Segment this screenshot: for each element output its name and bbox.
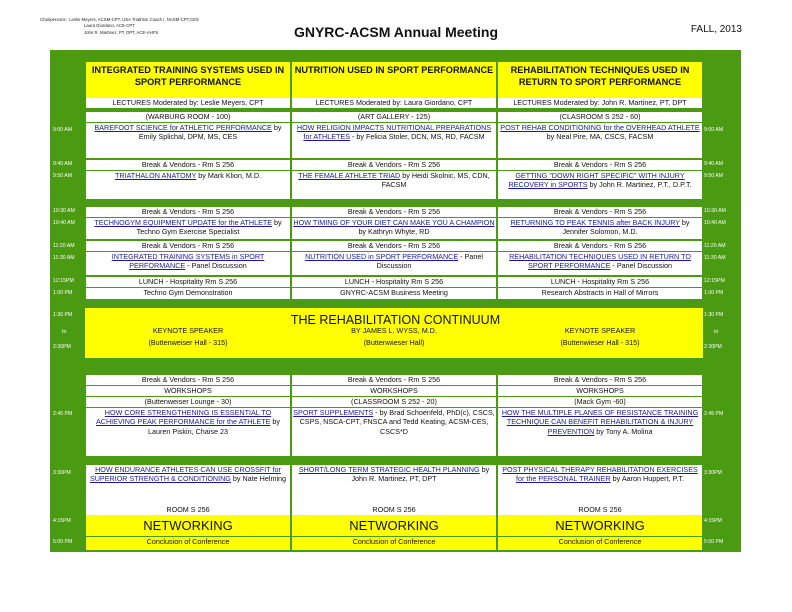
time-label: 9:40 AM <box>704 161 724 167</box>
time-label: 11:20 AM <box>704 243 726 249</box>
chair-2: Laura Giordano, ACE-CPT <box>84 23 135 29</box>
session-title-link[interactable]: POST REHAB CONDITIONING for the OVERHEAD ATHLETE <box>500 123 700 132</box>
session-presenter: - by Felicia Stoler, DCN, MS, RD, FACSM <box>350 132 485 142</box>
session-w2 <box>292 465 496 505</box>
session-title-link[interactable]: RETURNING TO PEAK TENNIS after BACK INJURY <box>510 218 680 227</box>
time-label: 1:30 PM <box>704 312 724 318</box>
cell-break2: Break & Vendors - Rm S 256 <box>498 207 702 217</box>
session-presenter: by Aaron Huppert, P.T. <box>610 474 685 484</box>
cell-break3: Break & Vendors - Rm S 256 <box>498 241 702 251</box>
time-label: 3:30PM <box>53 470 71 476</box>
cell-moderator: LECTURES Moderated by: Laura Giordano, CPT <box>292 98 496 108</box>
time-label: 11:20 AM <box>53 243 75 249</box>
session-w2 <box>498 465 702 505</box>
cell-room-final: ROOM S 256 <box>86 505 290 515</box>
session-title-link[interactable]: HOW RELIGION IMPACTS NUTRITIONAL PREPARATIONS for ATHLETES <box>296 123 492 142</box>
session-title-link[interactable]: INTEGRATED TRAINING SYSTEMS in SPORT PERFORMANCE <box>111 252 265 271</box>
cell-ws-room: (Mack Gym -60) <box>498 397 702 407</box>
session-s2 <box>498 171 702 199</box>
schedule-grid <box>50 50 741 552</box>
cell-break2: Break & Vendors - Rm S 256 <box>86 207 290 217</box>
cell-lunch: LUNCH - Hospitality Rm S 256 <box>292 277 496 287</box>
session-presenter: by Emily Splichal, DPM, MS, CES <box>138 123 282 142</box>
cell-s5: Techno Gym Demonstration <box>86 288 290 299</box>
session-title-link[interactable]: TRIATHALON ANATOMY <box>114 171 197 180</box>
cell-s5: Research Abstracts in Hall of Mirrors <box>498 288 702 299</box>
time-label: 12:15PM <box>53 278 74 284</box>
cell-break1: Break & Vendors - Rm S 256 <box>292 160 496 170</box>
time-label: 2:30PM <box>704 344 722 350</box>
time-label: 9:00 AM <box>53 127 73 133</box>
session-title-link[interactable]: HOW CORE STRENGTHENING IS ESSENTIAL TO ACHIEVING PEAK PERFORMANCE for the ATHLETE <box>96 408 272 427</box>
session-presenter: by John R. Martinez, PT, DPT <box>351 465 490 484</box>
time-label: 1:30 PM <box>53 312 73 318</box>
time-label: 10:30 AM <box>704 208 726 214</box>
season-label: FALL, 2013 <box>690 24 742 35</box>
keynote-info <box>86 325 290 351</box>
session-s1 <box>498 123 702 158</box>
cell-lunch: LUNCH - Hospitality Rm S 256 <box>498 277 702 287</box>
session-presenter: - Panel Discussion <box>185 261 247 271</box>
cell-s5: GNYRC-ACSM Business Meeting <box>292 288 496 299</box>
session-w1 <box>86 408 290 456</box>
session-title-link[interactable]: POST PHYSICAL THERAPY REHABILITATION EXERCISES for the PERSONAL TRAINER <box>502 465 698 484</box>
session-presenter: - by Brad Schoenfeld, PhD(c), CSCS, CSPS, NSCA-CPT, FNSCA and Tedd Keating, ACSM-CES, CSCS*D <box>299 408 495 436</box>
cell-room: (ART GALLERY - 125) <box>292 112 496 122</box>
cell-workshops: WORKSHOPS <box>86 386 290 396</box>
session-title-link[interactable]: NUTRITION USED in SPORT PERFORMANCE <box>305 252 459 261</box>
session-presenter: by Kathryn Whyte, RD <box>358 227 430 237</box>
cell-break4: Break & Vendors - Rm S 256 <box>498 375 702 385</box>
time-label: 9:50 AM <box>53 173 73 179</box>
time-label: 5:00 PM <box>53 539 73 545</box>
time-label: 2:45 PM <box>53 411 73 417</box>
session-presenter: by Mark Klion, M.D. <box>196 171 262 180</box>
cell-lunch: LUNCH - Hospitality Rm S 256 <box>86 277 290 287</box>
chair-3: John R. Martinez, PT, DPT, ACE-AHFS <box>84 29 159 35</box>
time-label: 5:00 PM <box>704 539 724 545</box>
cell-heading: NUTRITION USED IN SPORT PERFORMANCE <box>292 62 496 98</box>
session-title-link[interactable]: TECHNOGYM EQUIPMENT UPDATE for the ATHLETE <box>94 218 273 227</box>
keynote-info <box>498 325 702 351</box>
time-label: 9:00 AM <box>704 127 724 133</box>
cell-moderator: LECTURES Moderated by: John R. Martinez, PT, DPT <box>498 98 702 108</box>
time-label: 2:45 PM <box>704 411 724 417</box>
session-s2 <box>86 171 290 199</box>
keynote-info <box>292 325 496 351</box>
keynote-room: (Buttenweiser Hall - 315) <box>148 338 228 347</box>
session-presenter: by Nate Helming <box>230 474 287 484</box>
time-label: 4:15PM <box>53 518 71 524</box>
cell-break3: Break & Vendors - Rm S 256 <box>292 241 496 251</box>
session-s4 <box>498 252 702 275</box>
time-label: to <box>714 329 719 335</box>
session-title-link[interactable]: SPORT SUPPLEMENTS <box>293 408 374 417</box>
cell-break4: Break & Vendors - Rm S 256 <box>292 375 496 385</box>
session-title-link[interactable]: REHABILITATION TECHNIQUES USED IN RETURN TO SPORT PERFORMANCE <box>509 252 691 271</box>
session-presenter: - Panel Discussion <box>376 252 483 271</box>
chairpersons-label: Chairpersons: <box>40 17 67 22</box>
keynote-speaker-label: BY JAMES L. WYSS, M.D. <box>351 326 437 335</box>
session-w1 <box>292 408 496 456</box>
keynote-speaker-label: KEYNOTE SPEAKER <box>564 326 636 335</box>
session-s2 <box>292 171 496 199</box>
cell-conclusion: Conclusion of Conference <box>86 537 290 550</box>
time-label: 1:00 PM <box>704 290 724 296</box>
cell-conclusion: Conclusion of Conference <box>292 537 496 550</box>
session-presenter: by Jennifer Solomon, M.D. <box>562 218 690 237</box>
cell-room-final: ROOM S 256 <box>498 505 702 515</box>
cell-room: (CLASROOM S 252 - 60) <box>498 112 702 122</box>
time-label: 11:30 AM <box>53 255 75 261</box>
cell-conclusion: Conclusion of Conference <box>498 537 702 550</box>
session-presenter: - Panel Discussion <box>610 261 672 271</box>
session-s1 <box>292 123 496 158</box>
session-title-link[interactable]: SHORT/LONG TERM STRATEGIC HEALTH PLANNING <box>298 465 480 474</box>
time-label: 12:15PM <box>704 278 725 284</box>
session-w1 <box>498 408 702 456</box>
time-label: 1:00 PM <box>53 290 73 296</box>
session-s1 <box>86 123 290 158</box>
session-s4 <box>292 252 496 275</box>
session-presenter: by Neal Pire, MA, CSCS, FACSM <box>546 132 654 142</box>
session-presenter: by Lauren Piskin, Chaise 23 <box>148 417 280 436</box>
session-s4 <box>86 252 290 275</box>
cell-networking: NETWORKING <box>86 515 290 536</box>
page-title: GNYRC-ACSM Annual Meeting <box>293 24 499 40</box>
session-title-link[interactable]: HOW ENDURANCE ATHLETES CAN USE CROSSFIT for SUPERIOR STRENGTH & CONDITIONING <box>89 465 281 484</box>
chair-1: Leslie Meyers, ACSM-CPT, USA Triathlon Coach I, NASM-CPT,CES <box>69 17 199 22</box>
session-title-link[interactable]: HOW THE MULTIPLE PLANES OF RESISTANCE TRAINING TECHNIQUE CAN BENEFIT REHABILITATION & INJURY PREVENTION <box>501 408 699 436</box>
cell-ws-room: (Buttenweiser Lounge - 30) <box>86 397 290 407</box>
time-label: 9:50 AM <box>704 173 724 179</box>
cell-heading: INTEGRATED TRAINING SYSTEMS USED IN SPORT PERFORMANCE <box>86 62 290 98</box>
time-label: 9:40 AM <box>53 161 73 167</box>
cell-break1: Break & Vendors - Rm S 256 <box>498 160 702 170</box>
time-label: 10:30 AM <box>53 208 75 214</box>
cell-moderator: LECTURES Moderated by: Leslie Meyers, CPT <box>86 98 290 108</box>
cell-networking: NETWORKING <box>498 515 702 536</box>
cell-break4: Break & Vendors - Rm S 256 <box>86 375 290 385</box>
session-presenter: by Tony A. Molina <box>594 426 653 436</box>
session-s3 <box>292 218 496 239</box>
time-label: to <box>62 329 67 335</box>
cell-workshops: WORKSHOPS <box>292 386 496 396</box>
session-title-link[interactable]: BAREFOOT SCIENCE for ATHLETIC PERFORMANCE <box>94 123 272 132</box>
session-title-link[interactable]: HOW TIMING OF YOUR DIET CAN MAKE YOU A CHAMPION <box>293 218 495 227</box>
keynote-room: (Buttenwieser Hall) <box>363 338 425 347</box>
keynote-speaker-label: KEYNOTE SPEAKER <box>152 326 224 335</box>
session-title-link[interactable]: THE FEMALE ATHLETE TRIAD <box>298 171 401 180</box>
cell-break1: Break & Vendors - Rm S 256 <box>86 160 290 170</box>
cell-break3: Break & Vendors - Rm S 256 <box>86 241 290 251</box>
cell-room: (WARBURG ROOM - 100) <box>86 112 290 122</box>
session-presenter: by Techno Gym Exercise Specialist <box>136 218 282 237</box>
session-presenter: by Heidi Skolnic, MS, CDN, FACSM <box>381 171 490 190</box>
cell-heading: REHABILITATION TECHNIQUES USED IN RETURN TO SPORT PERFORMANCE <box>498 62 702 98</box>
session-s3 <box>498 218 702 239</box>
cell-networking: NETWORKING <box>292 515 496 536</box>
cell-room-final: ROOM S 256 <box>292 505 496 515</box>
time-label: 2:30PM <box>53 344 71 350</box>
cell-break2: Break & Vendors - Rm S 256 <box>292 207 496 217</box>
time-label: 3:30PM <box>704 470 722 476</box>
time-label: 10:40 AM <box>704 220 726 226</box>
cell-ws-room: (CLASSROOM S 252 - 20) <box>292 397 496 407</box>
cell-workshops: WORKSHOPS <box>498 386 702 396</box>
time-label: 10:40 AM <box>53 220 75 226</box>
session-w2 <box>86 465 290 505</box>
keynote-room: (Buttenwieser Hall - 315) <box>560 338 640 347</box>
session-s3 <box>86 218 290 239</box>
time-label: 4:15PM <box>704 518 722 524</box>
session-presenter: by John R. Martinez, P.T., D.P.T. <box>587 180 692 190</box>
keynote-title: THE REHABILITATION CONTINUUM <box>290 313 501 327</box>
session-title-link[interactable]: GETTING "DOWN RIGHT SPECIFIC" WITH INJURY RECOVERY in SPORTS <box>508 171 685 190</box>
time-label: 11:30 AM <box>704 255 726 261</box>
